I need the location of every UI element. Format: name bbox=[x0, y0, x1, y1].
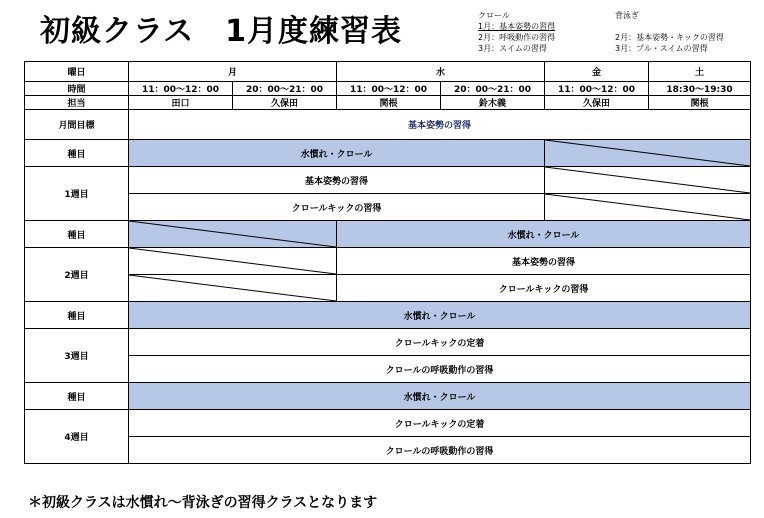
backstroke-notes-month2: 2月：基本姿勢・キックの習得 bbox=[615, 33, 724, 42]
crawl-notes bbox=[478, 10, 555, 54]
backstroke-notes-month3: 3月：プル・スイムの習得 bbox=[615, 44, 708, 53]
diagonal-slash bbox=[129, 275, 336, 301]
backstroke-notes-heading: 背泳ぎ bbox=[615, 11, 639, 20]
week3-item-row bbox=[25, 329, 751, 356]
day-friday: 金 bbox=[545, 62, 649, 82]
week1-item-row bbox=[25, 167, 751, 194]
crawl-notes-heading: クロール bbox=[478, 11, 510, 20]
diagonal-slash bbox=[129, 248, 336, 274]
footer-note: ＊初級クラスは水慣れ～背泳ぎの習得クラスとなります bbox=[28, 495, 378, 511]
event-label: 種目 bbox=[25, 302, 129, 329]
staff-name: 田口 bbox=[129, 96, 233, 110]
staff-name: 久保田 bbox=[233, 96, 337, 110]
time-slot: 20：00～21：00 bbox=[441, 82, 545, 96]
week2-event: 水慣れ・クロール bbox=[337, 221, 751, 248]
week2-item-empty bbox=[129, 248, 337, 275]
monthly-goal: 基本姿勢の習得 bbox=[129, 110, 751, 140]
diagonal-slash bbox=[545, 167, 750, 193]
staff-label: 担当 bbox=[25, 96, 129, 110]
staff-name: 久保田 bbox=[545, 96, 649, 110]
schedule-table bbox=[24, 61, 751, 464]
week2-item-empty bbox=[129, 275, 337, 302]
staff-name: 関根 bbox=[649, 96, 751, 110]
week1-item-empty bbox=[545, 167, 751, 194]
day-monday: 月 bbox=[129, 62, 337, 82]
time-slot: 11：00～12：00 bbox=[129, 82, 233, 96]
week4-item: クロールキックの定着 bbox=[129, 410, 751, 437]
week4-item-row bbox=[25, 437, 751, 464]
day-wednesday: 水 bbox=[337, 62, 545, 82]
week3-item: クロールの呼吸動作の習得 bbox=[129, 356, 751, 383]
day-saturday: 土 bbox=[649, 62, 751, 82]
week1-event-empty bbox=[545, 140, 751, 167]
event-label: 種目 bbox=[25, 221, 129, 248]
crawl-notes-month3: 3月：スイムの習得 bbox=[478, 44, 547, 53]
week2-event-empty bbox=[129, 221, 337, 248]
diagonal-slash bbox=[129, 221, 336, 247]
crawl-notes-month2: 2月：呼吸動作の習得 bbox=[478, 33, 556, 42]
week2-item-row bbox=[25, 248, 751, 275]
week1-event-row bbox=[25, 140, 751, 167]
page-title: 初級クラス 1月度練習表 bbox=[40, 14, 402, 49]
week4-label: 4週目 bbox=[25, 410, 129, 464]
staff-name: 鈴木義 bbox=[441, 96, 545, 110]
staff-row bbox=[25, 96, 751, 110]
goal-label: 月間目標 bbox=[25, 110, 129, 140]
backstroke-notes bbox=[615, 10, 724, 54]
week3-event: 水慣れ・クロール bbox=[129, 302, 751, 329]
week1-item-empty bbox=[545, 194, 751, 221]
week2-label: 2週目 bbox=[25, 248, 129, 302]
time-label: 時間 bbox=[25, 82, 129, 96]
week2-item-row bbox=[25, 275, 751, 302]
week1-event: 水慣れ・クロール bbox=[129, 140, 545, 167]
week4-item: クロールの呼吸動作の習得 bbox=[129, 437, 751, 464]
week3-event-row bbox=[25, 302, 751, 329]
day-row bbox=[25, 62, 751, 82]
event-label: 種目 bbox=[25, 383, 129, 410]
week4-event: 水慣れ・クロール bbox=[129, 383, 751, 410]
week4-item-row bbox=[25, 410, 751, 437]
week1-item: クロールキックの習得 bbox=[129, 194, 545, 221]
staff-name: 関根 bbox=[337, 96, 441, 110]
time-slot: 11：00～12：00 bbox=[337, 82, 441, 96]
diagonal-slash bbox=[545, 194, 750, 220]
event-label: 種目 bbox=[25, 140, 129, 167]
time-slot: 11：00～12：00 bbox=[545, 82, 649, 96]
time-row bbox=[25, 82, 751, 96]
crawl-notes-month1: 1月：基本姿勢の習得 bbox=[478, 22, 556, 31]
week2-item: クロールキックの習得 bbox=[337, 275, 751, 302]
week3-label: 3週目 bbox=[25, 329, 129, 383]
goal-row bbox=[25, 110, 751, 140]
week2-event-row bbox=[25, 221, 751, 248]
time-slot: 18:30～19:30 bbox=[649, 82, 751, 96]
week1-label: 1週目 bbox=[25, 167, 129, 221]
diagonal-slash bbox=[545, 140, 750, 166]
week2-item: 基本姿勢の習得 bbox=[337, 248, 751, 275]
week1-item-row bbox=[25, 194, 751, 221]
week3-item: クロールキックの定着 bbox=[129, 329, 751, 356]
time-slot: 20：00～21：00 bbox=[233, 82, 337, 96]
week4-event-row bbox=[25, 383, 751, 410]
week1-item: 基本姿勢の習得 bbox=[129, 167, 545, 194]
day-label: 曜日 bbox=[25, 62, 129, 82]
week3-item-row bbox=[25, 356, 751, 383]
